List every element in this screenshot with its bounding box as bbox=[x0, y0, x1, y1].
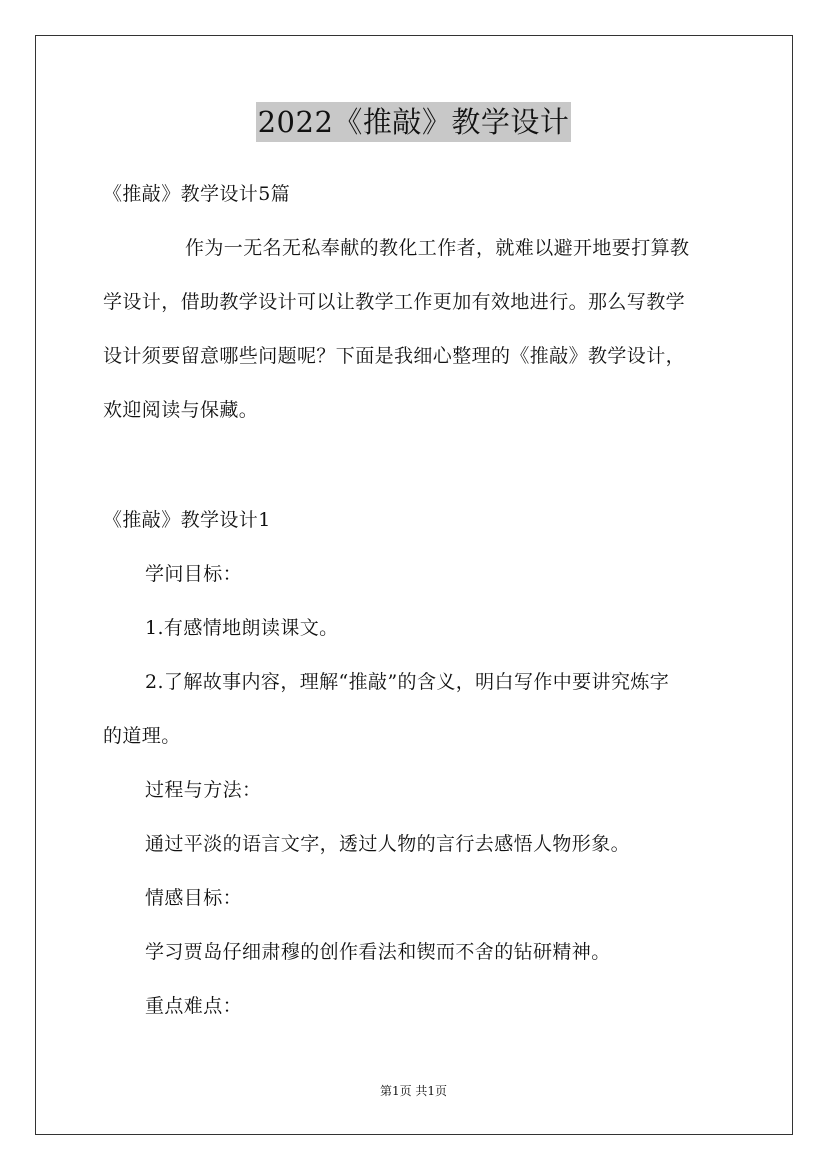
title-container bbox=[0, 102, 827, 142]
process-method-text: 通过平淡的语言文字，透过人物的言行去感悟人物形象。 bbox=[145, 833, 631, 855]
knowledge-goal-label: 学问目标： bbox=[145, 563, 243, 585]
goal-item-2-continued: 的道理。 bbox=[103, 725, 181, 747]
emotion-goal-label: 情感目标： bbox=[145, 887, 243, 909]
section-heading: 《推敲》教学设计1 bbox=[103, 509, 271, 531]
document-title: 2022《推敲》教学设计 bbox=[256, 102, 572, 142]
document-subtitle: 《推敲》教学设计5篇 bbox=[103, 183, 291, 205]
goal-item-1: 1.有感情地朗读课文。 bbox=[145, 617, 339, 639]
intro-line-4: 欢迎阅读与保藏。 bbox=[103, 399, 259, 421]
intro-line-3: 设计须要留意哪些问题呢？下面是我细心整理的《推敲》教学设计， bbox=[103, 345, 686, 367]
goal-item-2: 2.了解故事内容，理解“推敲”的含义，明白写作中要讲究炼字 bbox=[145, 671, 670, 693]
page-footer: 第1页 共1页 bbox=[379, 1084, 448, 1098]
emotion-goal-text: 学习贾岛仔细肃穆的创作看法和锲而不舍的钻研精神。 bbox=[145, 941, 611, 963]
process-method-label: 过程与方法： bbox=[145, 779, 262, 801]
key-difficulty-label: 重点难点： bbox=[145, 995, 243, 1017]
intro-line-2: 学设计，借助教学设计可以让教学工作更加有效地进行。那么写教学 bbox=[103, 291, 686, 313]
intro-line-1: 作为一无名无私奉献的教化工作者，就难以避开地要打算教 bbox=[185, 237, 690, 259]
